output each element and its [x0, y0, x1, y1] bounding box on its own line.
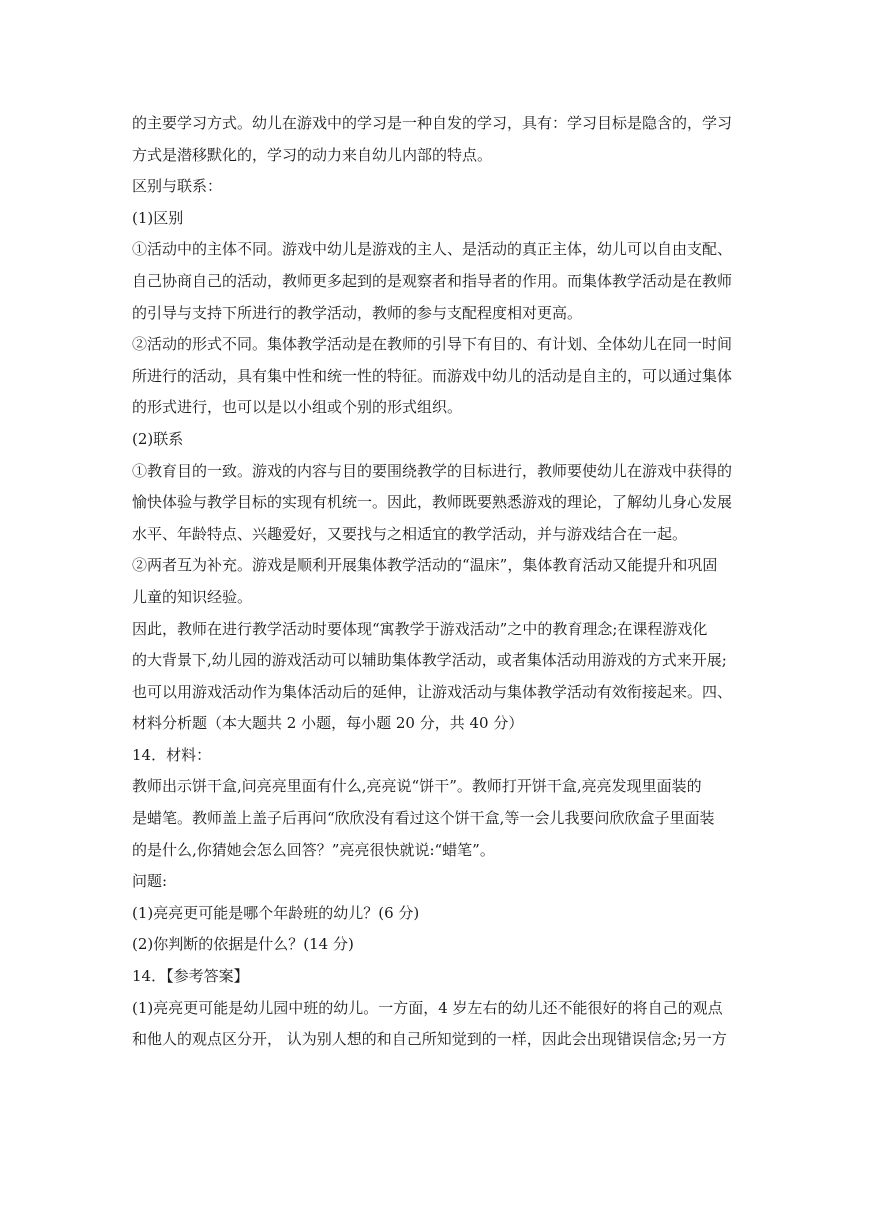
- text-line: 所进行的活动，具有集中性和统一性的特征。而游戏中幼儿的活动是自主的，可以通过集体: [132, 366, 733, 385]
- text-line: 方式是潜移默化的，学习的动力来自幼儿内部的特点。: [132, 145, 493, 164]
- document-body: [132, 108, 740, 1056]
- text-line: 问题:: [132, 872, 168, 891]
- text-line: 教师出示饼干盒,问亮亮里面有什么,亮亮说“饼干”。教师打开饼干盒,亮亮发现里面装的: [132, 777, 702, 796]
- text-line: 自己协商自己的活动，教师更多起到的是观察者和指导者的作用。而集体教学活动是在教师: [132, 271, 733, 290]
- text-line: (2)你判断的依据是什么？(14 分): [132, 935, 354, 954]
- text-line: ②活动的形式不同。集体教学活动是在教师的引导下有目的、有计划、全体幼儿在同一时间: [132, 335, 733, 354]
- text-line: (1)亮亮更可能是幼儿园中班的幼儿。一方面，4 岁左右的幼儿还不能很好的将自己的观点: [132, 998, 723, 1017]
- text-line: (2)联系: [132, 429, 184, 448]
- text-line: 儿童的知识经验。: [132, 587, 253, 606]
- text-line: 的主要学习方式。幼儿在游戏中的学习是一种自发的学习，具有：学习目标是隐含的，学习: [132, 114, 733, 132]
- text-line: 的大背景下,幼儿园的游戏活动可以辅助集体教学活动，或者集体活动用游戏的方式来开展;: [132, 651, 727, 670]
- text-line: ②两者互为补充。游戏是顺利开展集体教学活动的“温床”，集体教育活动又能提升和巩固: [132, 556, 718, 575]
- text-line: 14．材料：: [132, 745, 212, 764]
- text-line: ①教育目的一致。游戏的内容与目的要围绕教学的目标进行，教师要使幼儿在游戏中获得的: [132, 461, 733, 480]
- text-line: 和他人的观点区分开， 认为别人想的和自己所知觉到的一样，因此会出现错误信念;另一方: [132, 1030, 727, 1049]
- text-line: 水平、年龄特点、兴趣爱好，又要找与之相适宜的教学活动，并与游戏结合在一起。: [132, 524, 688, 543]
- text-line: 的是什么,你猜她会怎么回答？”亮亮很快就说:“蜡笔”。: [132, 840, 495, 859]
- text-line: 区别与联系：: [132, 177, 223, 196]
- text-line: 材料分析题（本大题共 2 小题，每小题 20 分，共 40 分）: [132, 714, 524, 733]
- text-line: (1)区别: [132, 208, 184, 227]
- text-line: 是蜡笔。教师盖上盖子后再问“欣欣没有看过这个饼干盒,等一会儿我要问欣欣盒子里面装: [132, 809, 715, 828]
- text-line: 的引导与支持下所进行的教学活动，教师的参与支配程度相对更高。: [132, 303, 583, 322]
- text-line: 14．【参考答案】: [132, 967, 249, 986]
- text-line: 也可以用游戏活动作为集体活动后的延伸，让游戏活动与集体教学活动有效衔接起来。四、: [132, 682, 733, 701]
- text-line: 愉快体验与教学目标的实现有机统一。因此，教师既要熟悉游戏的理论，了解幼儿身心发展: [132, 493, 733, 512]
- text-line: (1)亮亮更可能是哪个年龄班的幼儿？(6 分): [132, 903, 420, 922]
- text-line: 因此，教师在进行教学活动时要体现“寓教学于游戏活动”之中的教育理念;在课程游戏化: [132, 619, 708, 638]
- text-line: 的形式进行，也可以是以小组或个别的形式组织。: [132, 398, 463, 417]
- text-line: ①活动中的主体不同。游戏中幼儿是游戏的主人、是活动的真正主体，幼儿可以自由支配、: [132, 240, 733, 259]
